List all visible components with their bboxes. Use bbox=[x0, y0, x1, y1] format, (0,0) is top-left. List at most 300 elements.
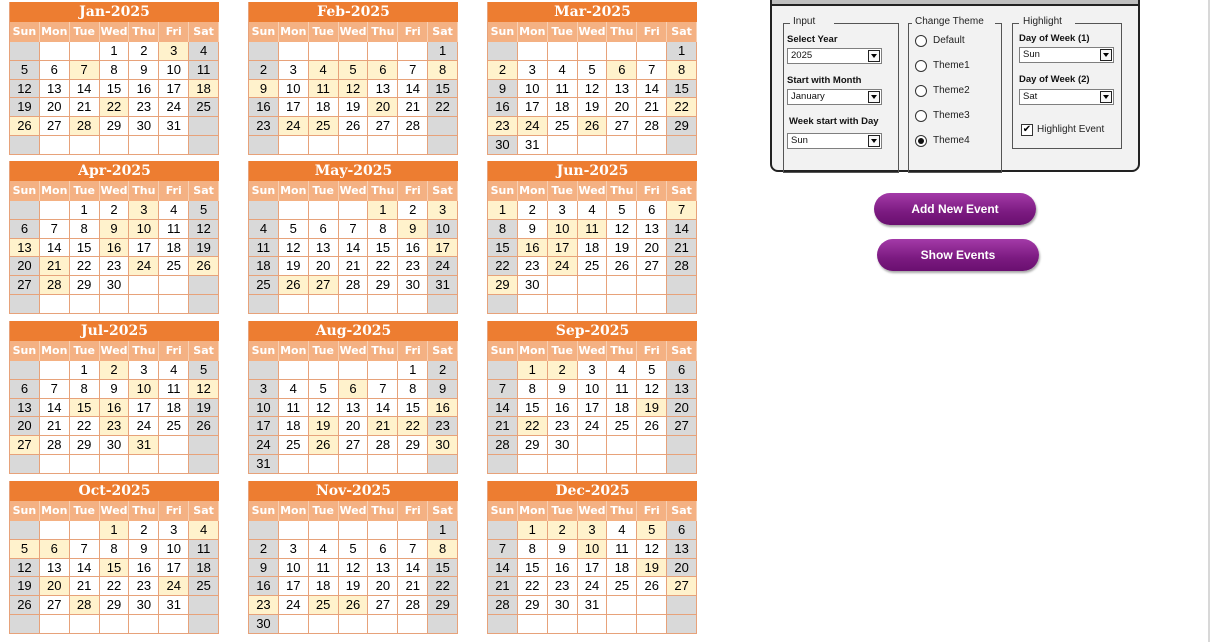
day-cell[interactable] bbox=[40, 455, 70, 474]
day-cell[interactable]: 2 bbox=[548, 361, 578, 380]
day-cell[interactable]: 13 bbox=[667, 380, 697, 399]
day-cell[interactable] bbox=[279, 295, 309, 314]
day-cell[interactable]: 1 bbox=[428, 521, 458, 540]
day-cell[interactable]: 15 bbox=[100, 80, 130, 99]
day-cell[interactable]: 2 bbox=[548, 521, 578, 540]
day-cell[interactable]: 1 bbox=[70, 361, 100, 380]
day-cell[interactable]: 17 bbox=[578, 559, 608, 578]
day-cell[interactable]: 7 bbox=[398, 540, 428, 559]
day-cell[interactable] bbox=[70, 295, 100, 314]
day-cell[interactable]: 14 bbox=[70, 559, 100, 578]
day-cell[interactable] bbox=[607, 42, 637, 61]
day-cell[interactable]: 28 bbox=[398, 596, 428, 615]
day-cell[interactable]: 24 bbox=[518, 117, 548, 136]
day-cell[interactable]: 30 bbox=[398, 276, 428, 295]
day-cell[interactable] bbox=[607, 615, 637, 634]
day-cell[interactable]: 19 bbox=[10, 577, 40, 596]
day-cell[interactable]: 30 bbox=[129, 117, 159, 136]
day-cell[interactable]: 16 bbox=[428, 399, 458, 418]
day-cell[interactable]: 6 bbox=[667, 361, 697, 380]
day-cell[interactable] bbox=[578, 276, 608, 295]
day-cell[interactable]: 12 bbox=[578, 80, 608, 99]
day-cell[interactable]: 16 bbox=[488, 98, 518, 117]
day-cell[interactable] bbox=[428, 295, 458, 314]
day-cell[interactable] bbox=[488, 521, 518, 540]
day-cell[interactable]: 19 bbox=[637, 559, 667, 578]
day-cell[interactable]: 30 bbox=[548, 596, 578, 615]
day-cell[interactable]: 4 bbox=[578, 201, 608, 220]
day-cell[interactable]: 7 bbox=[70, 540, 100, 559]
day-cell[interactable] bbox=[40, 295, 70, 314]
day-cell[interactable]: 28 bbox=[667, 257, 697, 276]
day-cell[interactable]: 12 bbox=[189, 380, 219, 399]
day-cell[interactable] bbox=[10, 295, 40, 314]
day-cell[interactable]: 17 bbox=[129, 239, 159, 258]
day-cell[interactable] bbox=[637, 615, 667, 634]
day-cell[interactable]: 31 bbox=[159, 596, 189, 615]
day-cell[interactable]: 1 bbox=[100, 42, 130, 61]
day-cell[interactable]: 23 bbox=[100, 417, 130, 436]
day-cell[interactable]: 23 bbox=[398, 257, 428, 276]
day-cell[interactable]: 13 bbox=[40, 559, 70, 578]
day-cell[interactable] bbox=[189, 295, 219, 314]
day-cell[interactable]: 12 bbox=[339, 559, 369, 578]
day-cell[interactable] bbox=[488, 42, 518, 61]
day-cell[interactable] bbox=[100, 615, 130, 634]
day-cell[interactable]: 5 bbox=[189, 201, 219, 220]
day-cell[interactable]: 1 bbox=[518, 521, 548, 540]
day-cell[interactable]: 23 bbox=[249, 117, 279, 136]
day-cell[interactable]: 14 bbox=[339, 239, 369, 258]
day-cell[interactable] bbox=[607, 596, 637, 615]
day-cell[interactable]: 9 bbox=[518, 220, 548, 239]
day-cell[interactable]: 14 bbox=[40, 399, 70, 418]
day-cell[interactable]: 20 bbox=[368, 98, 398, 117]
day-cell[interactable]: 29 bbox=[368, 276, 398, 295]
day-cell[interactable]: 17 bbox=[279, 577, 309, 596]
day-cell[interactable]: 12 bbox=[309, 399, 339, 418]
day-cell[interactable]: 4 bbox=[159, 361, 189, 380]
day-cell[interactable] bbox=[428, 455, 458, 474]
day-cell[interactable]: 11 bbox=[548, 80, 578, 99]
day-cell[interactable]: 31 bbox=[159, 117, 189, 136]
day-cell[interactable]: 8 bbox=[70, 220, 100, 239]
day-cell[interactable]: 23 bbox=[518, 257, 548, 276]
day-cell[interactable] bbox=[10, 361, 40, 380]
day-cell[interactable]: 30 bbox=[548, 436, 578, 455]
day-cell[interactable]: 13 bbox=[637, 220, 667, 239]
day-cell[interactable]: 26 bbox=[339, 596, 369, 615]
day-cell[interactable] bbox=[428, 615, 458, 634]
start-month-dropdown[interactable] bbox=[787, 89, 882, 105]
day-cell[interactable]: 22 bbox=[70, 417, 100, 436]
day-cell[interactable]: 15 bbox=[398, 399, 428, 418]
day-cell[interactable]: 24 bbox=[129, 257, 159, 276]
day-cell[interactable] bbox=[339, 42, 369, 61]
day-cell[interactable] bbox=[10, 201, 40, 220]
day-cell[interactable]: 6 bbox=[607, 61, 637, 80]
day-cell[interactable]: 7 bbox=[70, 61, 100, 80]
day-cell[interactable]: 30 bbox=[100, 276, 130, 295]
day-cell[interactable] bbox=[339, 455, 369, 474]
day-cell[interactable]: 14 bbox=[488, 399, 518, 418]
day-cell[interactable]: 25 bbox=[309, 596, 339, 615]
day-cell[interactable]: 22 bbox=[70, 257, 100, 276]
day-cell[interactable]: 26 bbox=[279, 276, 309, 295]
day-cell[interactable]: 28 bbox=[398, 117, 428, 136]
day-cell[interactable] bbox=[309, 42, 339, 61]
day-cell[interactable]: 10 bbox=[578, 540, 608, 559]
day-cell[interactable]: 18 bbox=[189, 80, 219, 99]
day-cell[interactable]: 7 bbox=[339, 220, 369, 239]
day-cell[interactable] bbox=[10, 136, 40, 155]
day-cell[interactable]: 5 bbox=[578, 61, 608, 80]
day-cell[interactable]: 21 bbox=[40, 257, 70, 276]
day-cell[interactable]: 6 bbox=[10, 380, 40, 399]
day-cell[interactable]: 11 bbox=[578, 220, 608, 239]
day-cell[interactable] bbox=[667, 136, 697, 155]
day-cell[interactable]: 27 bbox=[10, 276, 40, 295]
day-cell[interactable] bbox=[518, 455, 548, 474]
day-cell[interactable]: 4 bbox=[607, 361, 637, 380]
day-cell[interactable]: 27 bbox=[637, 257, 667, 276]
day-cell[interactable]: 20 bbox=[339, 417, 369, 436]
day-cell[interactable]: 11 bbox=[279, 399, 309, 418]
day-cell[interactable]: 8 bbox=[70, 380, 100, 399]
day-cell[interactable]: 3 bbox=[279, 540, 309, 559]
day-cell[interactable]: 14 bbox=[40, 239, 70, 258]
day-cell[interactable]: 23 bbox=[548, 577, 578, 596]
day-cell[interactable]: 27 bbox=[10, 436, 40, 455]
day-cell[interactable] bbox=[159, 455, 189, 474]
day-cell[interactable]: 2 bbox=[518, 201, 548, 220]
day-cell[interactable]: 9 bbox=[249, 559, 279, 578]
day-cell[interactable]: 17 bbox=[428, 239, 458, 258]
day-cell[interactable]: 7 bbox=[488, 380, 518, 399]
day-cell[interactable] bbox=[518, 615, 548, 634]
day-cell[interactable] bbox=[309, 455, 339, 474]
day-cell[interactable] bbox=[637, 295, 667, 314]
day-cell[interactable] bbox=[368, 521, 398, 540]
day-cell[interactable]: 3 bbox=[578, 361, 608, 380]
day-cell[interactable]: 21 bbox=[368, 417, 398, 436]
day-cell[interactable]: 31 bbox=[518, 136, 548, 155]
day-cell[interactable]: 21 bbox=[339, 257, 369, 276]
day-cell[interactable] bbox=[40, 201, 70, 220]
day-cell[interactable]: 3 bbox=[279, 61, 309, 80]
day-cell[interactable]: 26 bbox=[309, 436, 339, 455]
day-cell[interactable] bbox=[339, 136, 369, 155]
day-cell[interactable] bbox=[578, 42, 608, 61]
day-cell[interactable]: 19 bbox=[279, 257, 309, 276]
day-cell[interactable]: 5 bbox=[189, 361, 219, 380]
day-cell[interactable] bbox=[100, 455, 130, 474]
day-cell[interactable] bbox=[189, 615, 219, 634]
day-cell[interactable]: 22 bbox=[368, 257, 398, 276]
day-cell[interactable]: 27 bbox=[339, 436, 369, 455]
day-cell[interactable]: 23 bbox=[129, 98, 159, 117]
day-cell[interactable] bbox=[40, 615, 70, 634]
day-cell[interactable] bbox=[309, 295, 339, 314]
day-cell[interactable]: 5 bbox=[309, 380, 339, 399]
day-cell[interactable]: 10 bbox=[279, 559, 309, 578]
day-cell[interactable]: 25 bbox=[189, 577, 219, 596]
day-cell[interactable] bbox=[159, 436, 189, 455]
day-cell[interactable]: 11 bbox=[309, 559, 339, 578]
day-cell[interactable]: 3 bbox=[548, 201, 578, 220]
day-cell[interactable] bbox=[100, 136, 130, 155]
day-cell[interactable] bbox=[578, 436, 608, 455]
day-cell[interactable]: 24 bbox=[159, 98, 189, 117]
day-cell[interactable]: 13 bbox=[368, 559, 398, 578]
day-cell[interactable] bbox=[637, 276, 667, 295]
day-cell[interactable] bbox=[189, 276, 219, 295]
day-cell[interactable]: 16 bbox=[249, 577, 279, 596]
day-cell[interactable]: 24 bbox=[428, 257, 458, 276]
day-cell[interactable]: 28 bbox=[70, 596, 100, 615]
day-cell[interactable]: 14 bbox=[70, 80, 100, 99]
day-cell[interactable]: 7 bbox=[40, 380, 70, 399]
day-cell[interactable]: 3 bbox=[518, 61, 548, 80]
day-cell[interactable]: 14 bbox=[637, 80, 667, 99]
day-cell[interactable]: 18 bbox=[249, 257, 279, 276]
day-cell[interactable] bbox=[548, 42, 578, 61]
day-cell[interactable]: 21 bbox=[488, 417, 518, 436]
day-cell[interactable]: 21 bbox=[398, 98, 428, 117]
day-cell[interactable]: 25 bbox=[607, 577, 637, 596]
day-cell[interactable]: 18 bbox=[548, 98, 578, 117]
day-cell[interactable] bbox=[667, 436, 697, 455]
dow2-dropdown[interactable] bbox=[1019, 89, 1114, 105]
day-cell[interactable] bbox=[578, 136, 608, 155]
day-cell[interactable] bbox=[488, 361, 518, 380]
day-cell[interactable]: 11 bbox=[607, 380, 637, 399]
day-cell[interactable] bbox=[339, 521, 369, 540]
day-cell[interactable] bbox=[249, 521, 279, 540]
day-cell[interactable]: 2 bbox=[249, 61, 279, 80]
day-cell[interactable]: 1 bbox=[70, 201, 100, 220]
day-cell[interactable]: 20 bbox=[10, 417, 40, 436]
day-cell[interactable]: 9 bbox=[398, 220, 428, 239]
day-cell[interactable]: 11 bbox=[309, 80, 339, 99]
day-cell[interactable]: 10 bbox=[159, 61, 189, 80]
day-cell[interactable] bbox=[607, 436, 637, 455]
day-cell[interactable]: 2 bbox=[100, 201, 130, 220]
day-cell[interactable]: 29 bbox=[518, 436, 548, 455]
day-cell[interactable]: 25 bbox=[578, 257, 608, 276]
day-cell[interactable]: 2 bbox=[398, 201, 428, 220]
day-cell[interactable]: 18 bbox=[279, 417, 309, 436]
day-cell[interactable] bbox=[339, 295, 369, 314]
day-cell[interactable]: 18 bbox=[159, 239, 189, 258]
day-cell[interactable] bbox=[339, 201, 369, 220]
day-cell[interactable]: 15 bbox=[428, 80, 458, 99]
day-cell[interactable]: 2 bbox=[428, 361, 458, 380]
day-cell[interactable]: 11 bbox=[159, 220, 189, 239]
day-cell[interactable]: 20 bbox=[368, 577, 398, 596]
day-cell[interactable] bbox=[309, 136, 339, 155]
day-cell[interactable]: 27 bbox=[667, 577, 697, 596]
day-cell[interactable]: 19 bbox=[10, 98, 40, 117]
day-cell[interactable]: 5 bbox=[10, 61, 40, 80]
day-cell[interactable]: 12 bbox=[637, 540, 667, 559]
day-cell[interactable] bbox=[578, 295, 608, 314]
day-cell[interactable]: 26 bbox=[607, 257, 637, 276]
day-cell[interactable]: 13 bbox=[10, 239, 40, 258]
day-cell[interactable] bbox=[667, 276, 697, 295]
day-cell[interactable]: 12 bbox=[10, 559, 40, 578]
day-cell[interactable]: 17 bbox=[548, 239, 578, 258]
day-cell[interactable]: 13 bbox=[40, 80, 70, 99]
day-cell[interactable]: 16 bbox=[100, 399, 130, 418]
chevron-down-icon[interactable] bbox=[868, 135, 880, 147]
day-cell[interactable]: 16 bbox=[249, 98, 279, 117]
day-cell[interactable]: 8 bbox=[100, 540, 130, 559]
day-cell[interactable] bbox=[607, 136, 637, 155]
day-cell[interactable]: 23 bbox=[129, 577, 159, 596]
chevron-down-icon[interactable] bbox=[868, 50, 880, 62]
day-cell[interactable] bbox=[428, 136, 458, 155]
day-cell[interactable] bbox=[129, 136, 159, 155]
day-cell[interactable]: 4 bbox=[189, 521, 219, 540]
day-cell[interactable]: 27 bbox=[309, 276, 339, 295]
day-cell[interactable]: 3 bbox=[428, 201, 458, 220]
day-cell[interactable]: 27 bbox=[368, 117, 398, 136]
day-cell[interactable] bbox=[667, 455, 697, 474]
day-cell[interactable]: 4 bbox=[309, 61, 339, 80]
day-cell[interactable]: 22 bbox=[398, 417, 428, 436]
day-cell[interactable]: 7 bbox=[368, 380, 398, 399]
day-cell[interactable]: 16 bbox=[548, 559, 578, 578]
day-cell[interactable] bbox=[159, 295, 189, 314]
day-cell[interactable]: 8 bbox=[398, 380, 428, 399]
day-cell[interactable]: 11 bbox=[249, 239, 279, 258]
day-cell[interactable] bbox=[279, 42, 309, 61]
day-cell[interactable]: 8 bbox=[100, 61, 130, 80]
day-cell[interactable]: 8 bbox=[518, 540, 548, 559]
day-cell[interactable]: 7 bbox=[398, 61, 428, 80]
day-cell[interactable]: 12 bbox=[10, 80, 40, 99]
day-cell[interactable]: 27 bbox=[40, 596, 70, 615]
day-cell[interactable]: 19 bbox=[309, 417, 339, 436]
day-cell[interactable]: 15 bbox=[667, 80, 697, 99]
day-cell[interactable]: 8 bbox=[667, 61, 697, 80]
day-cell[interactable]: 3 bbox=[129, 361, 159, 380]
day-cell[interactable]: 25 bbox=[159, 257, 189, 276]
day-cell[interactable]: 6 bbox=[368, 540, 398, 559]
day-cell[interactable]: 17 bbox=[578, 399, 608, 418]
day-cell[interactable]: 4 bbox=[309, 540, 339, 559]
day-cell[interactable] bbox=[10, 521, 40, 540]
day-cell[interactable] bbox=[667, 615, 697, 634]
day-cell[interactable]: 4 bbox=[189, 42, 219, 61]
day-cell[interactable]: 21 bbox=[398, 577, 428, 596]
day-cell[interactable]: 25 bbox=[249, 276, 279, 295]
day-cell[interactable]: 6 bbox=[339, 380, 369, 399]
day-cell[interactable]: 11 bbox=[159, 380, 189, 399]
radio-icon[interactable] bbox=[915, 60, 927, 72]
day-cell[interactable] bbox=[70, 615, 100, 634]
day-cell[interactable] bbox=[249, 136, 279, 155]
chevron-down-icon[interactable] bbox=[868, 91, 880, 103]
day-cell[interactable]: 15 bbox=[428, 559, 458, 578]
day-cell[interactable]: 20 bbox=[40, 577, 70, 596]
day-cell[interactable] bbox=[129, 295, 159, 314]
day-cell[interactable]: 20 bbox=[637, 239, 667, 258]
day-cell[interactable]: 19 bbox=[189, 239, 219, 258]
day-cell[interactable] bbox=[518, 42, 548, 61]
day-cell[interactable]: 28 bbox=[70, 117, 100, 136]
day-cell[interactable] bbox=[368, 42, 398, 61]
day-cell[interactable]: 15 bbox=[518, 399, 548, 418]
day-cell[interactable]: 5 bbox=[279, 220, 309, 239]
day-cell[interactable] bbox=[189, 455, 219, 474]
day-cell[interactable] bbox=[189, 436, 219, 455]
day-cell[interactable]: 17 bbox=[249, 417, 279, 436]
day-cell[interactable]: 4 bbox=[249, 220, 279, 239]
day-cell[interactable]: 4 bbox=[548, 61, 578, 80]
day-cell[interactable]: 7 bbox=[40, 220, 70, 239]
day-cell[interactable] bbox=[607, 295, 637, 314]
day-cell[interactable]: 9 bbox=[548, 540, 578, 559]
day-cell[interactable]: 20 bbox=[607, 98, 637, 117]
day-cell[interactable]: 25 bbox=[189, 98, 219, 117]
day-cell[interactable]: 25 bbox=[279, 436, 309, 455]
day-cell[interactable] bbox=[398, 521, 428, 540]
day-cell[interactable]: 10 bbox=[428, 220, 458, 239]
day-cell[interactable]: 1 bbox=[428, 42, 458, 61]
day-cell[interactable]: 18 bbox=[578, 239, 608, 258]
day-cell[interactable] bbox=[428, 117, 458, 136]
day-cell[interactable]: 16 bbox=[398, 239, 428, 258]
day-cell[interactable]: 26 bbox=[189, 257, 219, 276]
day-cell[interactable]: 29 bbox=[428, 596, 458, 615]
day-cell[interactable] bbox=[667, 295, 697, 314]
day-cell[interactable] bbox=[309, 361, 339, 380]
day-cell[interactable] bbox=[368, 295, 398, 314]
day-cell[interactable]: 3 bbox=[159, 42, 189, 61]
day-cell[interactable] bbox=[10, 615, 40, 634]
day-cell[interactable]: 31 bbox=[129, 436, 159, 455]
day-cell[interactable]: 12 bbox=[637, 380, 667, 399]
day-cell[interactable]: 21 bbox=[637, 98, 667, 117]
day-cell[interactable]: 26 bbox=[637, 577, 667, 596]
day-cell[interactable]: 3 bbox=[159, 521, 189, 540]
day-cell[interactable]: 21 bbox=[70, 98, 100, 117]
day-cell[interactable] bbox=[70, 455, 100, 474]
day-cell[interactable] bbox=[279, 361, 309, 380]
day-cell[interactable]: 30 bbox=[249, 615, 279, 634]
day-cell[interactable]: 15 bbox=[100, 559, 130, 578]
day-cell[interactable] bbox=[368, 455, 398, 474]
day-cell[interactable]: 24 bbox=[548, 257, 578, 276]
day-cell[interactable]: 9 bbox=[428, 380, 458, 399]
day-cell[interactable]: 20 bbox=[667, 399, 697, 418]
day-cell[interactable]: 20 bbox=[309, 257, 339, 276]
day-cell[interactable]: 26 bbox=[10, 596, 40, 615]
day-cell[interactable]: 25 bbox=[607, 417, 637, 436]
day-cell[interactable]: 16 bbox=[129, 559, 159, 578]
day-cell[interactable] bbox=[309, 615, 339, 634]
day-cell[interactable] bbox=[129, 615, 159, 634]
day-cell[interactable]: 28 bbox=[40, 436, 70, 455]
day-cell[interactable] bbox=[159, 136, 189, 155]
day-cell[interactable] bbox=[637, 136, 667, 155]
day-cell[interactable]: 22 bbox=[488, 257, 518, 276]
day-cell[interactable] bbox=[309, 521, 339, 540]
day-cell[interactable]: 9 bbox=[129, 61, 159, 80]
day-cell[interactable] bbox=[279, 201, 309, 220]
